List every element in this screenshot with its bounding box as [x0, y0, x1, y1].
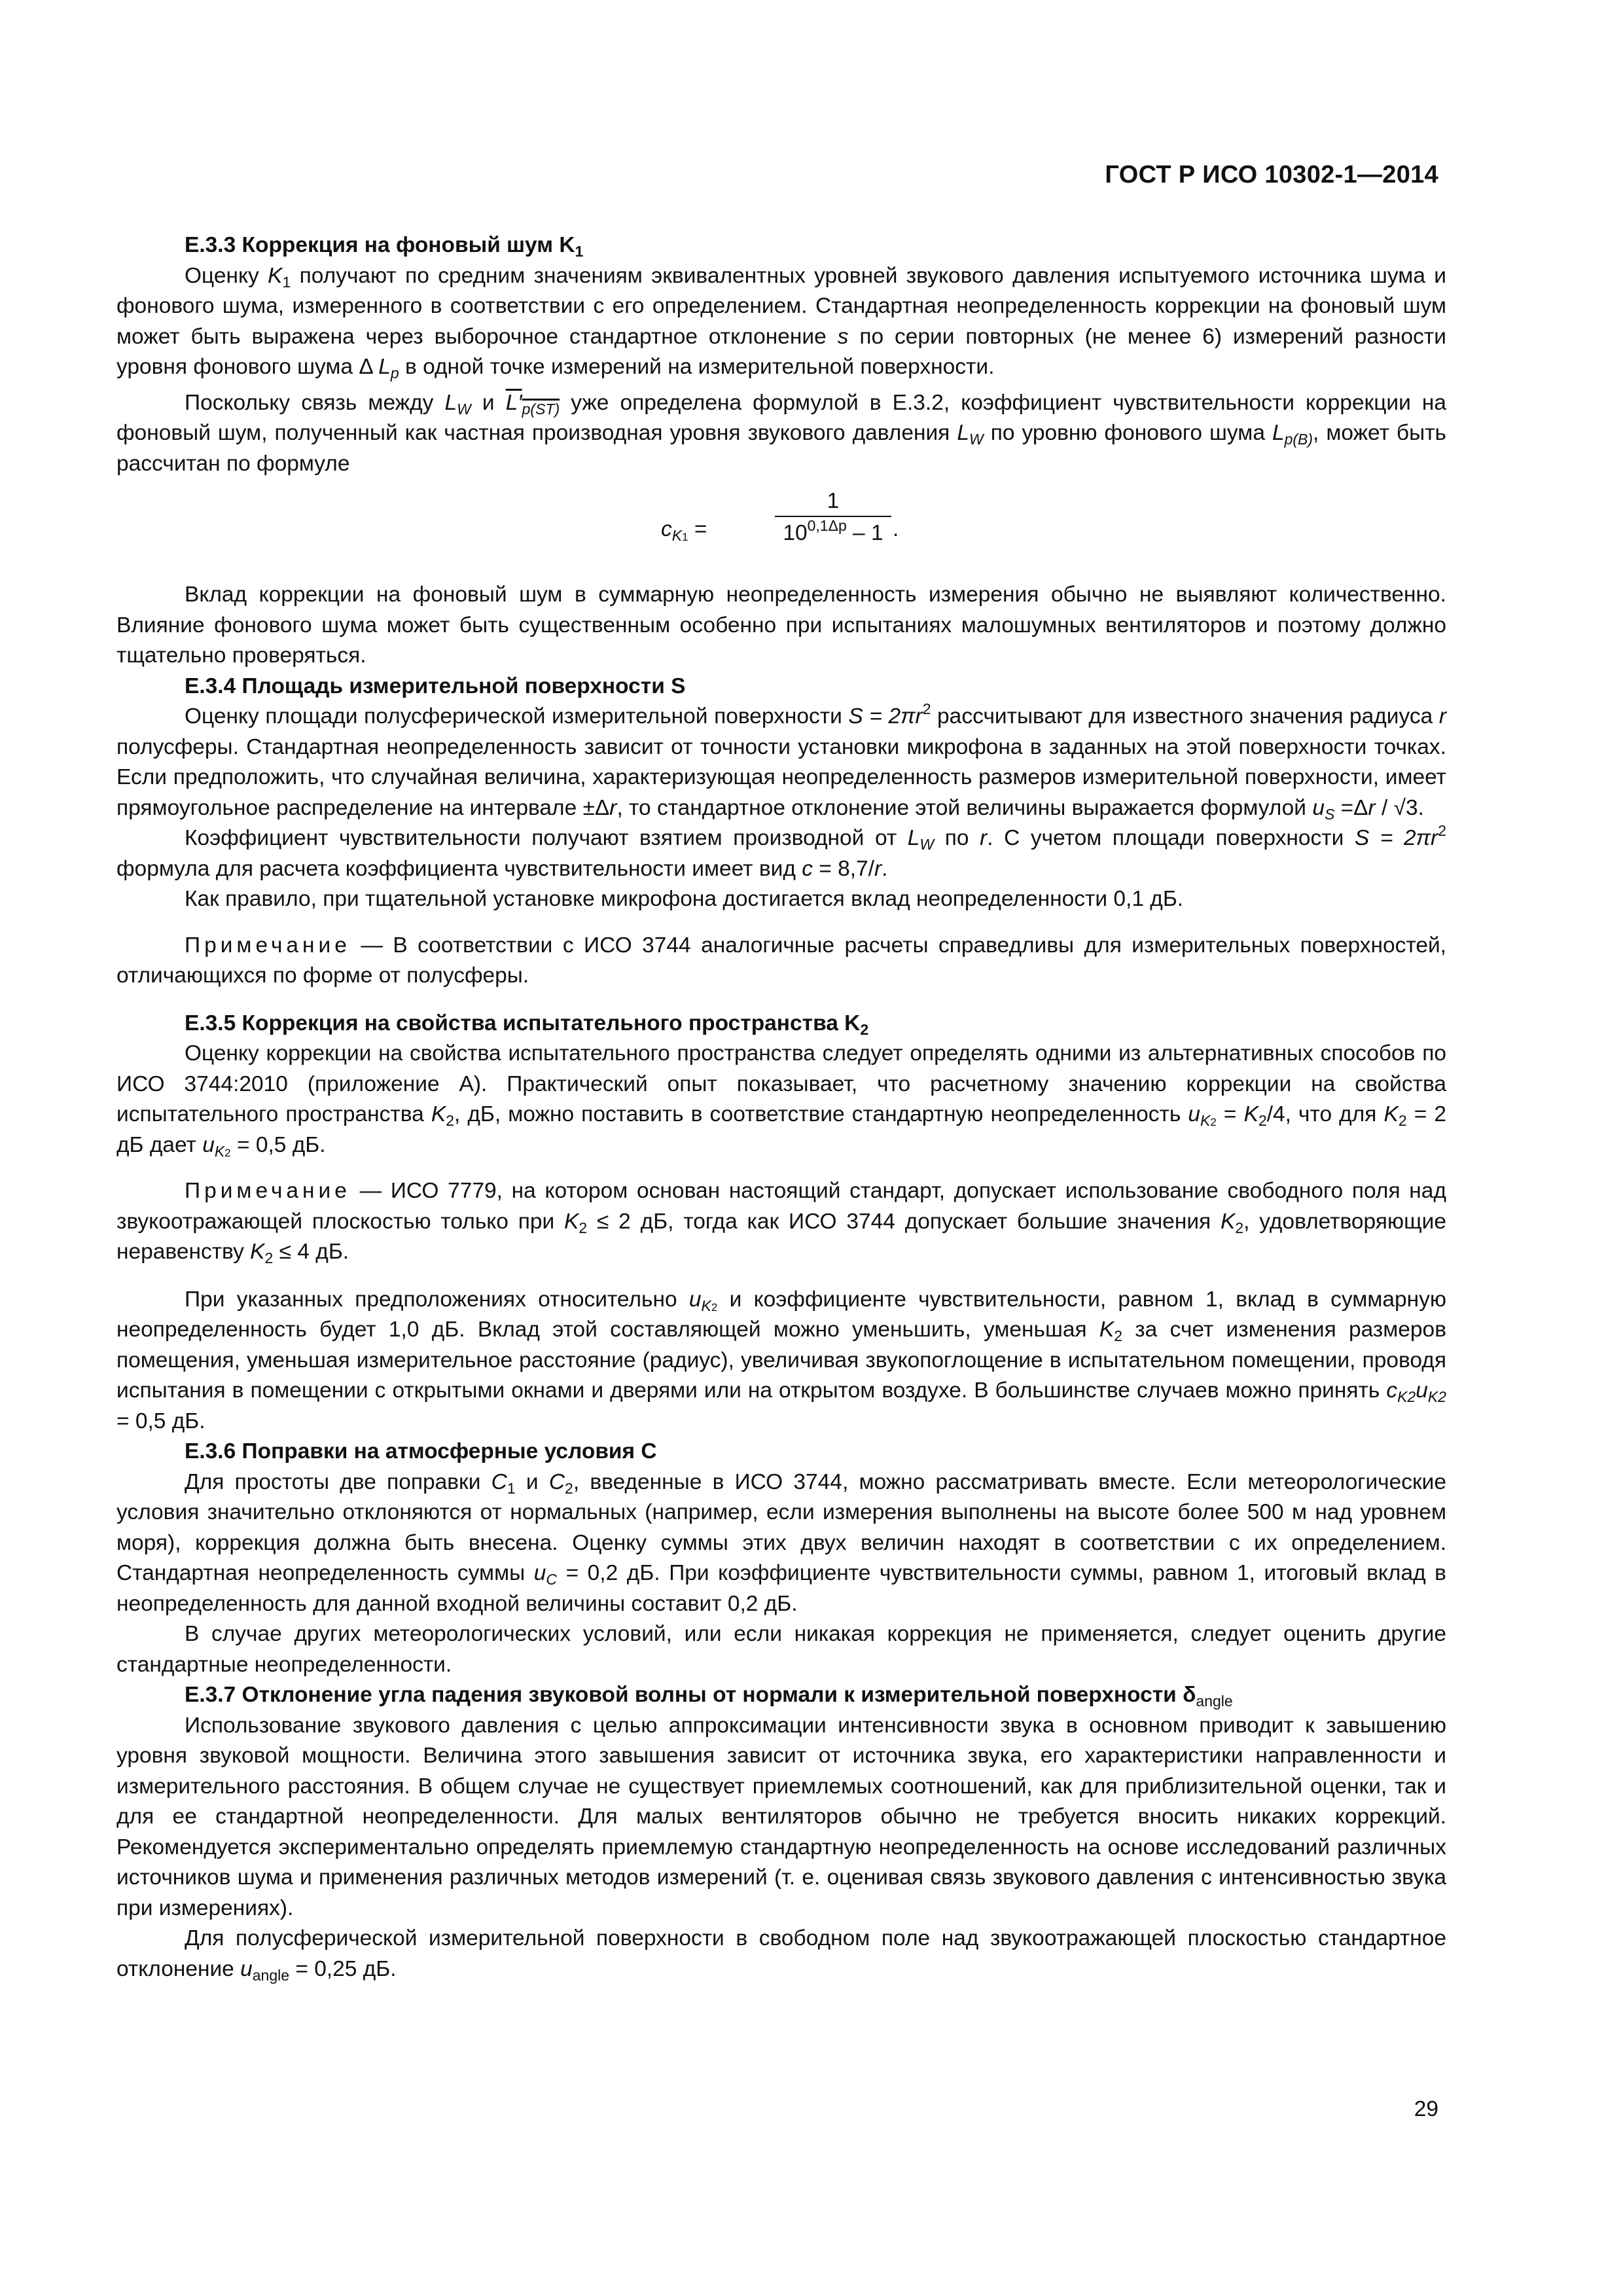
paragraph: Оценку $K_1$ получают по средним значениям эквивалентных уровней звукового давления испытуемого источника шума и фонового шума, измеренного в соответствии с его определением. Стандартная неопределенность коррекции на фоновый шум может быть выражена через выборочное стандартное отклонение s по серии повторных (не менее 6) измерений разности уровня фонового шума Δ $L_p$ в одной точке измерений на измерительной поверхности. [116, 263, 1446, 382]
paragraph: Поскольку связь между $L_W$ и $L'_{p(ST)}$ уже определена формулой в Е.3.2, коэффициент чувствительности коррекции на фоновый шум, полученный как частная производная уровня звукового давления $L_W$ по уровню фонового шума $L_{p(B)}$, может быть рассчитан по формуле [116, 390, 1447, 476]
paragraph: Как правило, при тщательной установке микрофона достигается вклад неопределенности 0,1 дБ. [185, 887, 1184, 911]
paragraph: Для простоты две поправки $C_1$ и $C_2$, введенные в ИСО 3744, можно рассматривать вместе. Если метеорологические условия значительно отклоняются от нормальных (например, если измерения выполнены на высоте более 500 м над уровнем моря), коррекция должна быть внесена. Оценку суммы этих двух величин находят в соответствии с их определением. Стандартная неопределенность суммы $u_C = 0,2$ дБ. При коэффициенте чувствительности суммы, равном 1, итоговый вклад в неопределенность для данной входной величины составит 0,2 дБ. [116, 1469, 1447, 1616]
section-heading-e33: Е.3.3 Коррекция на фоновый шум $K_1$ [185, 233, 584, 260]
page-number: 29 [1414, 2097, 1438, 2121]
note-label: Примечание [185, 1179, 351, 1203]
document-body [116, 230, 1446, 1984]
paragraph: Использование звукового давления с целью аппроксимации интенсивности звука в основном приводит к завышению уровня звуковой мощности. Величина этого завышения зависит от источника звука, его характеристики направленности и измерительного расстояния. В общем случае не существует приемлемых соотношений, как для приблизительной оценки, так и для ее стандартной неопределенности. Для малых вентиляторов обычно не требуется вносить никаких коррекций. Рекомендуется экспериментально определять приемлемую стандартную неопределенность на основе исследований различных источников шума и применения различных методов измерений (т. е. оценивая связь звукового давления с интенсивностью звука при измерениях). [116, 1713, 1446, 1920]
section-heading-e35: Е.3.5 Коррекция на свойства испытательного пространства $K_2$ [185, 1011, 869, 1038]
formula-denominator: $10^{0,1\Delta p} - 1$ [783, 517, 883, 545]
formula-fraction [775, 487, 891, 550]
section-heading-e36: Е.3.6 Поправки на атмосферные условия C [185, 1439, 657, 1463]
paragraph: Оценку коррекции на свойства испытательного пространства следует определять одними из альтернативных способов по ИСО 3744:2010 (приложение А). Практический опыт показывает, что расчетному значению коррекции на свойства испытательного пространства $K_2$, дБ, можно поставить в соответствие стандартную неопределенность $u_{K2} = K_2/4$, что для $K_2 = 2$ дБ дает $u_{K2} = 0,5$ дБ. [116, 1041, 1446, 1160]
paragraph: Вклад коррекции на фоновый шум в суммарную неопределенность измерения обычно не выявляют количественно. Влияние фонового шума может быть существенным особенно при испытаниях малошумных вентиляторов и поэтому должно тщательно проверяться. [116, 583, 1446, 668]
paragraph: В случае других метеорологических условий, или если никакая коррекция не применяется, следует оценить другие стандартные неопределенности. [116, 1622, 1446, 1677]
note-label: Примечание [185, 933, 351, 958]
document-id: ГОСТ Р ИСО 10302-1—2014 [1105, 161, 1438, 188]
note: Примечание — ИСО 7779, на котором основан настоящий стандарт, допускает использование свободного поля над звукоотражающей плоскостью только при $K_2 \le 2$ дБ, тогда как ИСО 3744 допускает большие значения $K_2$, удовлетворяющие неравенству $K_2 \le 4$ дБ. [116, 1179, 1446, 1266]
section-heading-e37: Е.3.7 Отклонение угла падения звуковой волны от нормали к измерительной поверхности $\delta_{angle}$ [185, 1683, 1233, 1710]
paragraph: Коэффициент чувствительности получают взятием производной от $L_W$ по r. С учетом площади поверхности $S = 2\pi r^2$ формула для расчета коэффициента чувствительности имеет вид c = 8,7/r. [116, 822, 1446, 881]
formula-numerator: 1 [775, 487, 891, 517]
paragraph: Для полусферической измерительной поверхности в свободном поле над звукоотражающей плоскостью стандартное отклонение $u_{angle} = 0,25$ дБ. [116, 1926, 1446, 1984]
formula-lhs: $c_{K1}$ = [661, 517, 707, 544]
paragraph: Оценку площади полусферической измерительной поверхности $S = 2\pi r^2$ рассчитывают для известного значения радиуса r полусферы. Стандартная неопределенность зависит от точности установки микрофона в заданных на этой поверхности точках. Если предположить, что случайная величина, характеризующая неопределенность размеров измерительной поверхности, имеет прямоугольное распределение на интервале ±Δr, то стандартное отклонение этой величины выражается формулой $u_S =\Delta r / √3$. [116, 700, 1446, 823]
paragraph: При указанных предположениях относительно $u_{K2}$ и коэффициенте чувствительности, равном 1, вклад в суммарную неопределенность будет 1,0 дБ. Вклад этой составляющей можно уменьшить, уменьшая $K_2$ за счет изменения размеров помещения, уменьшая измерительное расстояние (радиус), увеличивая звукопоглощение в испытательном помещении, проводя испытания в помещении с открытыми окнами и дверями или на открытом воздухе. В большинстве случаев можно принять $c_{K2}u_{K2} = 0,5$ дБ. [116, 1287, 1446, 1433]
formula-sensitivity-k1: $c_{K1}$ = $\frac{1}{10^{0,1\Delta p} - 1}$ . [116, 483, 1446, 568]
note: Примечание — В соответствии с ИСО 3744 аналогичные расчеты справедливы для измерительных поверхностей, отличающихся по форме от полусферы. [116, 933, 1446, 988]
section-heading-e34: Е.3.4 Площадь измерительной поверхности S [185, 673, 686, 698]
